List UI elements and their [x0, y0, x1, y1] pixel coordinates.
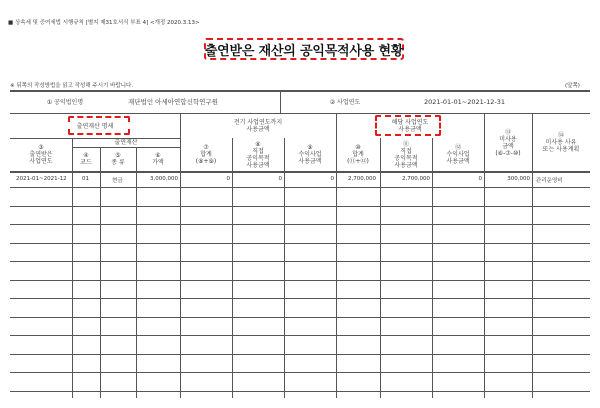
header-curr-total: ⑩ 합계 (⑪+⑫) [347, 144, 369, 165]
corp-name-value: 재단법인 아세아연합신학연구원 [128, 97, 218, 106]
header-prev-direct: ⑧ 직접 공익목적 사용금액 [246, 140, 270, 169]
header-contribution-year: ③ 출연받은 사업연도 [29, 144, 53, 165]
row-divider [10, 187, 590, 188]
row-curr-total: 2,700,000 [348, 176, 376, 182]
header-kind: ⑤ 종 류 [111, 152, 125, 166]
row-divider [10, 372, 590, 373]
col-divider [136, 147, 137, 398]
row-divider [10, 243, 590, 244]
row-divider [10, 224, 590, 225]
row-unused-reason: 관리운영비 [536, 178, 563, 184]
header-value: ⑥ 가액 [152, 152, 164, 166]
header-current-group: 해당 사업연도 사용금액 [391, 119, 429, 133]
header-asset-sub: 출연재산 [114, 139, 138, 146]
row-code: 01 [82, 176, 89, 182]
header-prev-group: 전기 사업연도까지 사용금액 [233, 119, 283, 133]
row-divider [10, 298, 590, 299]
row-divider [10, 391, 590, 393]
row-unused-amount: 300,000 [507, 176, 530, 182]
fiscal-year-value: 2021-01-01~2021-12-31 [424, 97, 505, 106]
row-divider [10, 317, 590, 318]
row-divider [10, 261, 590, 262]
col-divider [100, 147, 101, 398]
header-curr-profit: ⑫ 수익사업 사용금액 [446, 144, 470, 165]
row-curr-profit: 0 [478, 176, 482, 182]
row-value: 3,000,000 [150, 176, 178, 182]
header-bottom-border [10, 171, 590, 173]
header-unused-amount: ⑬ 미사용 금액 (⑥-⑦-⑩) [495, 128, 521, 157]
instruction-note: ※ 뒤쪽의 작성방법을 읽고 작성해 주시기 바랍니다. [10, 83, 134, 89]
row-curr-direct: 2,700,000 [402, 176, 430, 182]
row-divider [10, 335, 590, 336]
header-prev-total: ⑦ 합계 (⑧+⑨) [195, 144, 217, 165]
header-code: ④ 코드 [80, 152, 92, 166]
header-curr-direct: ⑪ 직접 공익목적 사용금액 [394, 140, 418, 169]
col-divider [72, 138, 73, 398]
page-title: 출연받은 재산의 공익목적사용 현황 [204, 43, 404, 59]
title-highlight-box [204, 38, 404, 60]
asset-header-highlight [68, 116, 130, 135]
row-divider [10, 354, 590, 355]
row-contribution-year: 2021-01~2021-12 [16, 176, 67, 182]
fiscal-year-label: ② 사업연도 [329, 98, 361, 106]
row-prev-direct: 0 [278, 176, 282, 182]
header-unused-reason: ⑭ 미사용 사유 또는 사용계획 [542, 132, 580, 153]
corp-name-label: ① 공익법인명 [46, 98, 84, 106]
header-prev-profit: ⑨ 수익사업 사용금액 [298, 144, 322, 165]
form-reference-note: ■ 상속세 및 증여세법 시행규칙 [별지 제31호서식 부표 4] <개정 2020.3.13> [8, 20, 200, 26]
row-prev-total: 0 [226, 176, 230, 182]
current-use-header-highlight [375, 115, 441, 136]
row-divider [10, 206, 590, 207]
row-divider [10, 280, 590, 281]
row-prev-profit: 0 [330, 176, 334, 182]
row-kind: 현금 [112, 178, 123, 184]
header-asset-group: 출연재산 명세 [76, 122, 114, 130]
page-side-label: (앞쪽) [565, 83, 580, 89]
